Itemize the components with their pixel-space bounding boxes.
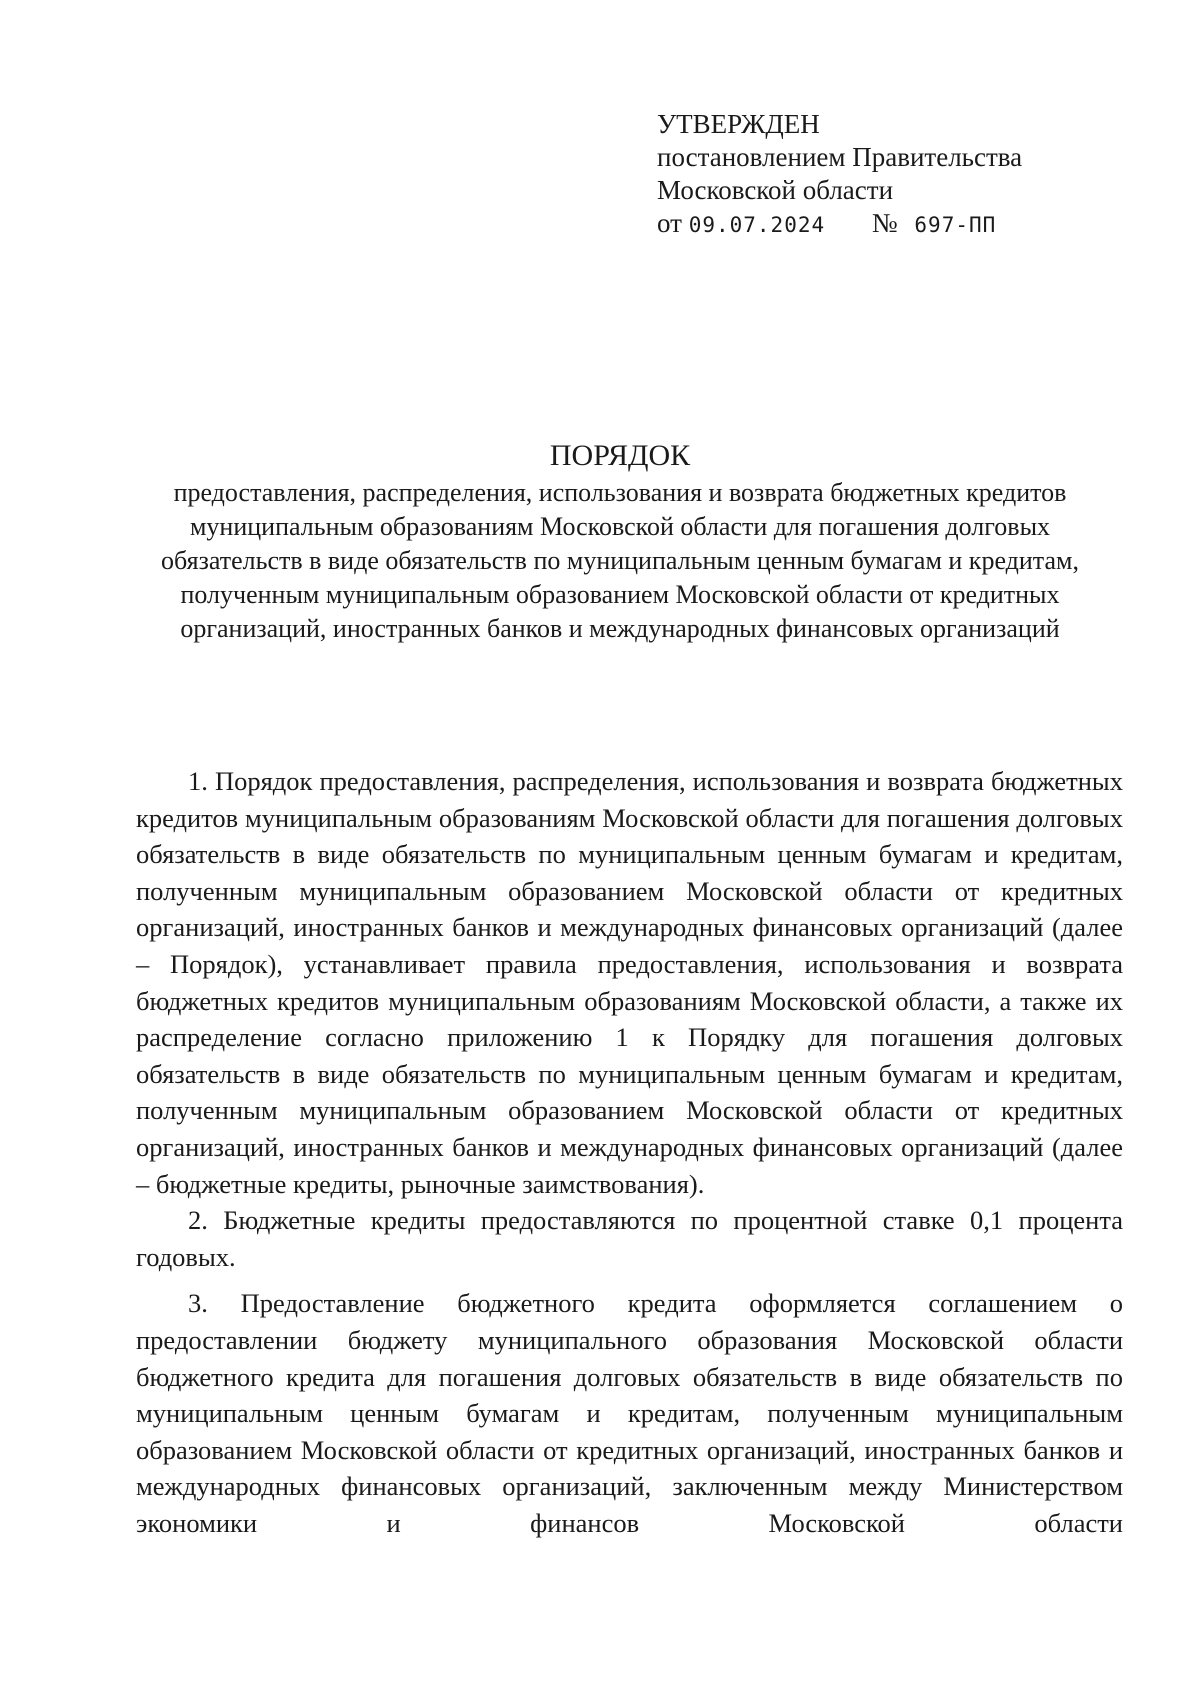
document-subtitle: предоставления, распределения, использования и возврата бюджетных кредитов муниципальным образованиям Московской области для погашения долговых обязательств в виде обязательств по муниципальным ценным бумагам и кредитам, полученным муниципальным образованием Московской области от кредитных организаций, иностранных банков и международных финансовых организаций [161,478,1079,643]
number-sign: № [871,208,898,238]
document-body [136,763,1123,1541]
document-header [120,438,1120,646]
paragraph-1: 1. Порядок предоставления, распределения, использования и возврата бюджетных кредитов муниципальным образованиям Московской области для погашения долговых обязательств в виде обязательств по муниципальным ценным бумагам и кредитам, полученным муниципальным образованием Московской области от кредитных организаций, иностранных банков и международных финансовых организаций (далее – Порядок), устанавливает правила предоставления, использования и возврата бюджетных кредитов муниципальным образованиям Московской области, а также их распределение согласно приложению 1 к Порядку для погашения долговых обязательств в виде обязательств по муниципальным ценным бумагам и кредитам, полученным муниципальным образованием Московской области от кредитных организаций, иностранных банков и международных финансовых организаций (далее – бюджетные кредиты, рыночные заимствования). [136,766,1123,1199]
date-prefix: от [657,208,682,238]
approval-date-row [657,207,1022,242]
paragraph-3: 3. Предоставление бюджетного кредита оформляется соглашением о предоставлении бюджету муниципального образования Московской области бюджетного кредита для погашения долговых обязательств в виде обязательств по муниципальным ценным бумагам и кредитам, полученным муниципальным образованием Московской области от кредитных организаций, иностранных банков и международных финансовых организаций, заключенным между Министерством экономики и финансов Московской области [136,1288,1123,1538]
document-title: ПОРЯДОК [549,439,691,472]
approval-status: УТВЕРЖДЕН [657,109,820,139]
paragraph-2: 2. Бюджетные кредиты предоставляются по процентной ставке 0,1 процента годовых. [136,1205,1123,1272]
approval-region: Московской области [657,175,894,205]
approval-authority: постановлением Правительства [657,142,1023,172]
approval-number: 697-ПП [914,213,997,237]
approval-stamp [657,108,1022,242]
approval-date: 09.07.2024 [688,213,826,237]
